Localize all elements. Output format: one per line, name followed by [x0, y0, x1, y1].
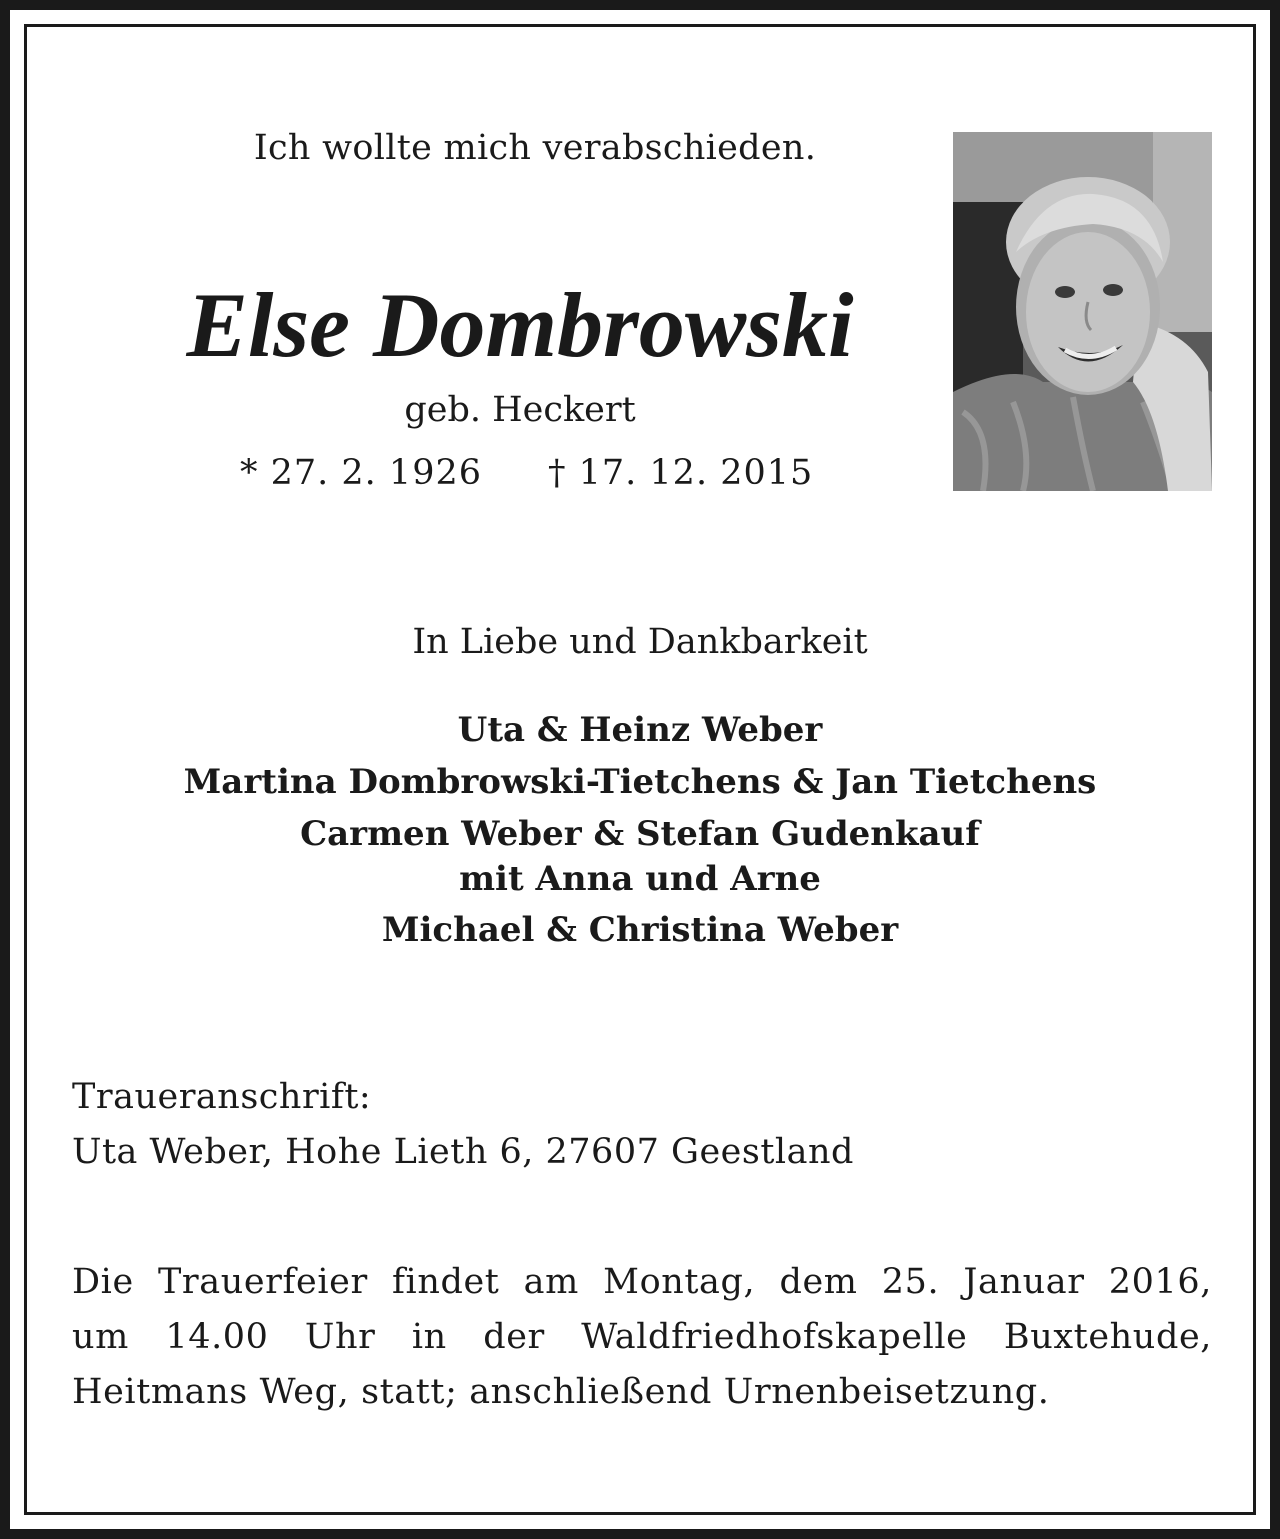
- portrait-photo: [953, 132, 1212, 491]
- family-line: Uta & Heinz Weber: [457, 710, 823, 750]
- ceremony-info: [72, 1255, 1212, 1420]
- thanks-text: In Liebe und Dankbarkeit: [412, 622, 868, 662]
- intro-text: Ich wollte mich verabschieden.: [253, 128, 817, 168]
- family-line: Martina Dombrowski-Tietchens & Jan Tietchens: [183, 762, 1097, 802]
- ceremony-line: Die Trauerfeier findet am Montag, dem 25. Januar 2016,: [72, 1262, 1212, 1302]
- address-line: Uta Weber, Hohe Lieth 6, 27607 Geestland: [72, 1132, 854, 1172]
- birth-date: * 27. 2. 1926: [240, 453, 483, 493]
- family-list: [90, 704, 1190, 956]
- deceased-name: Else Dombrowski: [186, 274, 854, 376]
- family-line: Michael & Christina Weber: [381, 910, 899, 950]
- death-date: † 17. 12. 2015: [548, 453, 814, 493]
- ceremony-line: um 14.00 Uhr in der Waldfriedhofskapelle Buxtehude,: [72, 1317, 1212, 1357]
- maiden-name: geb. Heckert: [404, 390, 636, 430]
- family-line: mit Anna und Arne: [459, 859, 821, 899]
- ceremony-line: Heitmans Weg, statt; anschließend Urnenbeisetzung.: [72, 1372, 1050, 1412]
- mourning-address: [72, 1070, 854, 1180]
- family-line: Carmen Weber & Stefan Gudenkauf: [300, 814, 980, 854]
- address-label: Traueranschrift:: [72, 1077, 372, 1117]
